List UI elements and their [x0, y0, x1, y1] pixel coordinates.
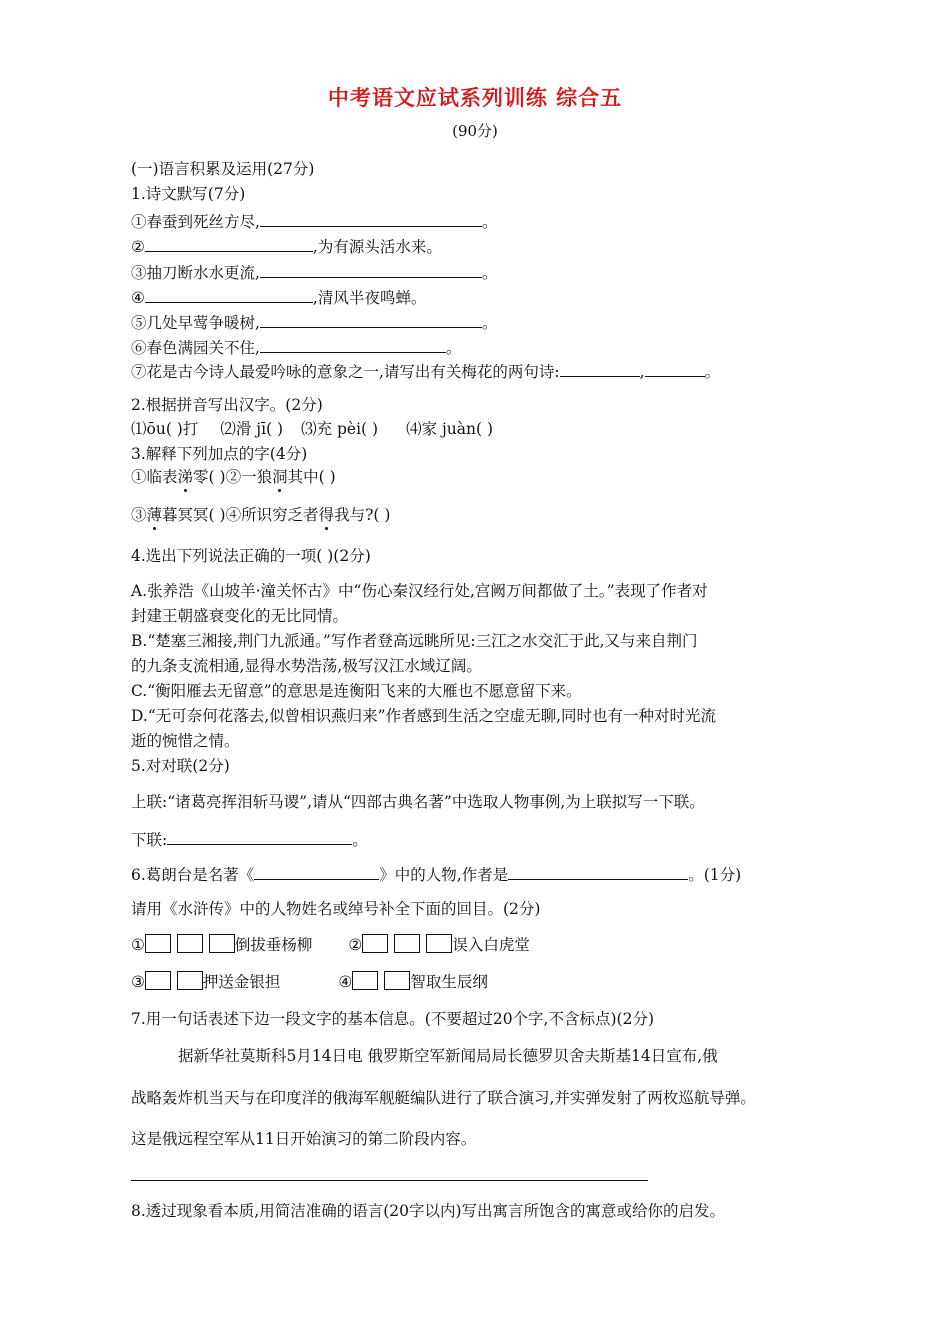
q5-upper: 上联:“诸葛亮挥泪斩马谡”,请从“四部古典名著”中选取人物事例,为上联拟写一下联。 [131, 793, 705, 811]
dotted-char: 洞 [272, 468, 288, 486]
answer-box[interactable] [145, 934, 171, 953]
q4-option-c: C.“衡阳雁去无留意”的意思是连衡阳飞来的大雁也不愿意留下来。 [131, 682, 582, 700]
q7-heading: 7.用一句话表述下边一段文字的基本信息。(不要超过20个字,不含标点)(2分) [131, 1010, 654, 1028]
answer-box[interactable] [394, 934, 420, 953]
answer-box[interactable] [177, 971, 203, 990]
q4-heading: 4.选出下列说法正确的一项( )(2分) [131, 547, 371, 565]
page-title: 中考语文应试系列训练 综合五 [327, 85, 623, 110]
q4-option-a-cont: 封建王朝盛衰变化的无比同情。 [131, 607, 349, 625]
q4-option-a: A.张养浩《山坡羊·潼关怀古》中“伤心秦汉经行处,宫阙万间都做了土。”表现了作者对 [131, 582, 708, 600]
q2-items: ⑴ōu( )打 ⑵滑 jī( ) ⑶充 pèi( ) ⑷家 juàn( ) [131, 420, 494, 438]
q7-passage-2: 战略轰炸机当天与在印度洋的俄海军舰艇编队进行了联合演习,并实弹发射了两枚巡航导弹。 [131, 1089, 756, 1107]
answer-blank[interactable] [260, 260, 482, 278]
answer-blank[interactable] [167, 827, 352, 845]
q5-heading: 5.对对联(2分) [131, 757, 230, 775]
dotted-char: 薄 [146, 506, 163, 524]
q3-row-2: ③薄暮冥冥( )④所识穷乏者得我与?( ) [131, 506, 391, 524]
q1-item-4: ④ ,清风半夜鸣蝉。 [131, 285, 426, 309]
q1-item-3: ③抽刀断水水更流, 。 [131, 260, 497, 284]
answer-box[interactable] [145, 971, 171, 990]
dotted-char: 涕 [177, 468, 194, 486]
q6-line-2: 请用《水浒传》中的人物姓名或绰号补全下面的回目。(2分) [131, 900, 541, 918]
q6-row-1: ① 倒拔垂杨柳 ② 误入白虎堂 [131, 936, 530, 954]
answer-blank[interactable] [145, 285, 313, 303]
q4-option-d: D.“无可奈何花落去,似曾相识燕归来”作者感到生活之空虚无聊,同时也有一种对时光流 [131, 707, 717, 725]
q1-item-6: ⑥春色满园关不住, 。 [131, 335, 461, 359]
total-score: (90分) [452, 122, 498, 140]
answer-blank[interactable] [508, 862, 688, 880]
answer-box[interactable] [177, 934, 203, 953]
q1-item-5: ⑤几处早莺争暖树, 。 [131, 310, 497, 334]
q5-lower: 下联: 。 [131, 827, 368, 851]
q2-heading: 2.根据拼音写出汉字。(2分) [131, 396, 323, 414]
q4-option-b: B.“楚塞三湘接,荆门九派通。”写作者登高远眺所见:三江之水交汇于此,又与来自荆门 [131, 632, 698, 650]
q8-heading: 8.透过现象看本质,用简洁准确的语言(20字以内)写出寓言所饱含的寓意或给你的启发。 [131, 1202, 726, 1220]
q7-passage-1: 据新华社莫斯科5月14日电 俄罗斯空军新闻局局长德罗贝舍夫斯基14日宣布,俄 [178, 1047, 718, 1065]
answer-box[interactable] [362, 934, 388, 953]
q1-item-2: ② ,为有源头活水来。 [131, 234, 442, 258]
q1-item-7: ⑦花是古今诗人最爱吟咏的意象之一,请写出有关梅花的两句诗: , 。 [131, 359, 720, 383]
answer-blank[interactable] [645, 359, 705, 377]
dotted-char: 得 [318, 506, 335, 524]
section-heading: (一)语言积累及运用(27分) [131, 160, 315, 178]
answer-blank[interactable] [145, 234, 313, 252]
answer-box[interactable] [426, 934, 452, 953]
answer-line[interactable] [131, 1180, 648, 1181]
answer-blank[interactable] [260, 209, 482, 227]
answer-box[interactable] [209, 934, 235, 953]
q6-line-1: 6.葛朗台是名著《 》中的人物,作者是 。(1分) [131, 862, 741, 886]
q1-heading: 1.诗文默写(7分) [131, 185, 246, 203]
q6-row-2: ③ 押送金银担 ④ 智取生辰纲 [131, 973, 488, 991]
answer-box[interactable] [352, 971, 378, 990]
answer-blank[interactable] [560, 359, 640, 377]
q3-heading: 3.解释下列加点的字(4分) [131, 445, 308, 463]
q1-item-1: ①春蚕到死丝方尽, 。 [131, 209, 497, 233]
q4-option-b-cont: 的九条支流相通,显得水势浩荡,极写汉江水域辽阔。 [131, 657, 482, 675]
q3-row-1: ①临表涕零( )②一狼洞其中( ) [131, 468, 336, 486]
q7-passage-3: 这是俄远程空军从11日开始演习的第二阶段内容。 [131, 1130, 477, 1148]
answer-blank[interactable] [254, 862, 379, 880]
answer-blank[interactable] [260, 310, 482, 328]
answer-blank[interactable] [260, 335, 446, 353]
answer-box[interactable] [384, 971, 410, 990]
q4-option-d-cont: 逝的惋惜之情。 [131, 732, 240, 750]
